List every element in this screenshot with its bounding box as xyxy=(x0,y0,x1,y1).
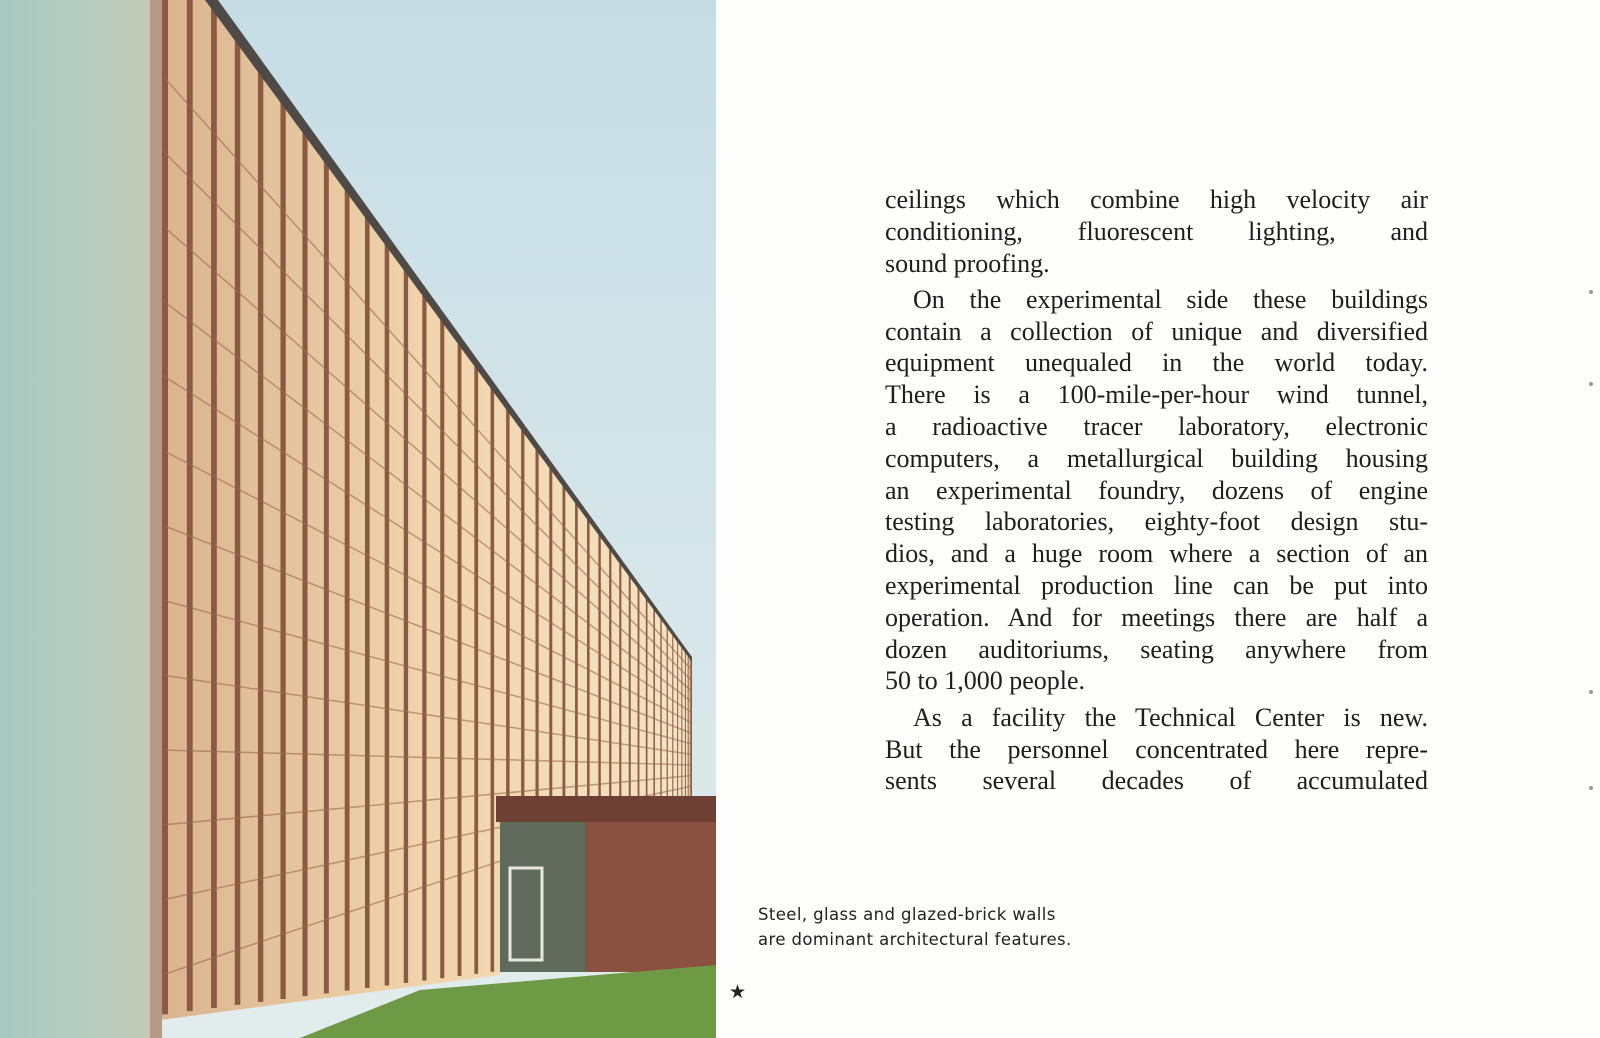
caption-line: Steel, glass and glazed-brick walls xyxy=(758,905,1056,924)
text-line: dios, and a huge room where a section of an xyxy=(885,539,1428,569)
text-line: conditioning, fluorescent lighting, and xyxy=(885,216,1428,246)
text-line: equipment unequaled in the world today. xyxy=(885,348,1428,378)
building-photo xyxy=(0,0,716,1038)
paragraph xyxy=(885,284,1428,697)
scan-mark xyxy=(1589,382,1593,386)
text-line: There is a 100-mile-per-hour wind tunnel, xyxy=(885,380,1428,410)
text-line: experimental production line can be put into xyxy=(885,571,1428,601)
text-line: a radioactive tracer laboratory, electronic xyxy=(885,412,1428,442)
body-text xyxy=(885,184,1428,802)
text-line: As a facility the Technical Center is new. xyxy=(913,702,1428,732)
entrance-canopy xyxy=(496,796,716,822)
glazed-brick-wall xyxy=(0,0,162,1038)
text-line: computers, a metallurgical building housing xyxy=(885,443,1428,473)
star-mark: ★ xyxy=(729,981,747,1003)
photo-caption xyxy=(758,902,1072,952)
text-line: testing laboratories, eighty-foot design stu- xyxy=(885,507,1428,537)
paragraph xyxy=(885,184,1428,279)
text-line: But the personnel concentrated here repre- xyxy=(885,734,1428,764)
caption-line: are dominant architectural features. xyxy=(758,930,1072,949)
text-line: ceilings which combine high velocity air xyxy=(885,185,1428,214)
text-line: operation. And for meetings there are half a xyxy=(885,602,1428,632)
text-line: an experimental foundry, dozens of engine xyxy=(885,475,1428,505)
scan-mark xyxy=(1589,690,1593,694)
text-line: dozen auditoriums, seating anywhere from xyxy=(885,634,1428,664)
text-line: sound proofing. xyxy=(885,248,1050,278)
text-line: 50 to 1,000 people. xyxy=(885,666,1086,696)
text-line: On the experimental side these buildings xyxy=(913,284,1428,314)
text-line: sents several decades of accumulated xyxy=(885,766,1428,796)
entrance-wall xyxy=(585,822,716,972)
text-line: contain a collection of unique and diversified xyxy=(885,316,1428,346)
scan-mark xyxy=(1589,786,1593,790)
paragraph xyxy=(885,702,1428,797)
scan-mark xyxy=(1589,290,1593,294)
